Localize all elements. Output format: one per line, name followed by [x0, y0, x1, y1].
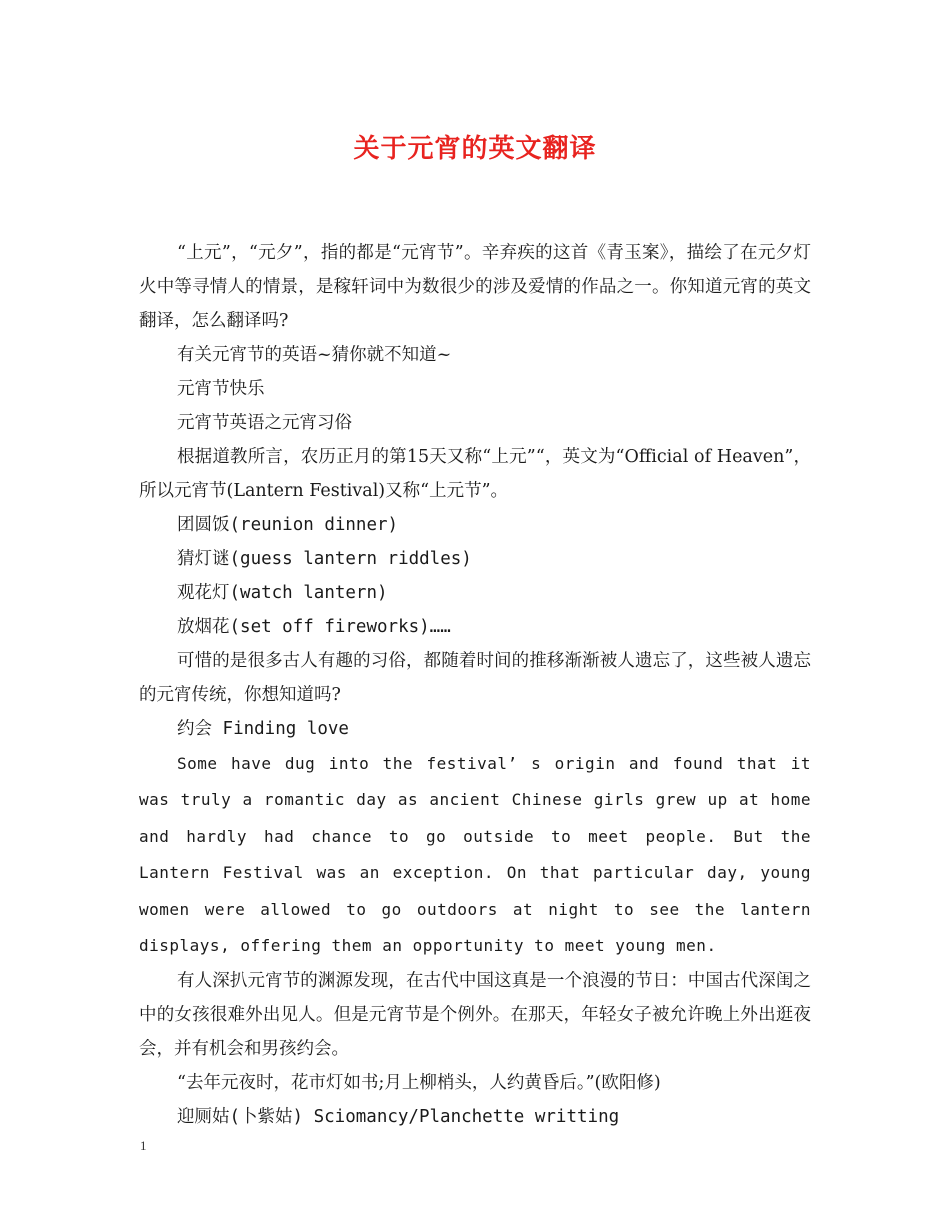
list-item-watch-lantern: 观花灯(watch lantern) — [177, 583, 388, 603]
document-body — [139, 236, 811, 1134]
list-item-reunion: 团圆饭(reunion dinner) — [177, 515, 399, 535]
list-item-riddles: 猜灯谜(guess lantern riddles) — [177, 549, 472, 569]
paragraph-chinese-finding-love: 有人深扒元宵节的渊源发现，在古代中国这真是一个浪漫的节日：中国古代深闺之中的女孩很难外出见人。但是元宵节是个例外。在那天，年轻女子被允许晚上外出逛夜会，并有机会和男孩约会。 — [139, 971, 811, 1060]
paragraph-customs-heading: 元宵节英语之元宵习俗 — [177, 413, 352, 433]
list-item-fireworks: 放烟花(set off fireworks)…… — [177, 617, 451, 637]
document-title: 关于元宵的英文翻译 — [353, 134, 597, 164]
paragraph-shangyuan: 根据道教所言，农历正月的第15天又称“上元”“，英文为“Official of Heaven”，所以元宵节(Lantern Festival)又称“上元节”。 — [139, 447, 811, 501]
paragraph-intro: “上元”，“元夕”，指的都是“元宵节”。辛弃疾的这首《青玉案》，描绘了在元夕灯火中等寻情人的情景，是稼轩词中为数很少的涉及爱情的作品之一。你知道元宵的英文翻译，怎么翻译吗? — [139, 243, 811, 331]
section-heading-zigu: 迎厕姑(卜紫姑) Sciomancy/Planchette writting — [177, 1107, 620, 1128]
page-number: 1 — [140, 1138, 147, 1153]
section-heading-finding-love: 约会 Finding love — [177, 719, 349, 739]
paragraph-heading-english: 有关元宵节的英语~猜你就不知道~ — [177, 345, 452, 365]
paragraph-poem-quote: “去年元夜时，花市灯如书;月上柳梢头，人约黄昏后。”(欧阳修) — [177, 1073, 661, 1094]
paragraph-happy-lantern: 元宵节快乐 — [177, 379, 265, 399]
paragraph-english-finding-love: Some have dug into the festival’ s origin and found that it was truly a romantic day as ancient Chinese girls grew up at home and hardly had chance to go outside to meet people. But the Lantern Festival was an exception. On that particular day, young women were allowed to go outdoors at night to see the lantern displays, offering them an opportunity to meet young men. — [139, 754, 811, 956]
paragraph-forgotten-customs: 可惜的是很多古人有趣的习俗，都随着时间的推移渐渐被人遗忘了，这些被人遗忘的元宵传统，你想知道吗? — [139, 651, 811, 705]
